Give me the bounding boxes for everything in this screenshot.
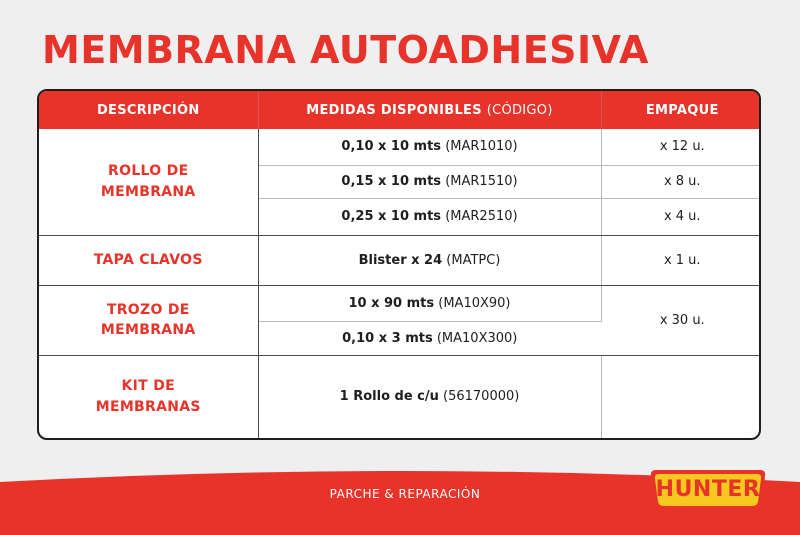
table-row xyxy=(39,285,761,321)
package-cell xyxy=(601,355,761,438)
measure-cell xyxy=(258,165,601,198)
package-cell: x 30 u. xyxy=(601,285,761,355)
header-description: DESCRIPCIÓN xyxy=(39,91,258,129)
measure-code: (56170000) xyxy=(443,389,520,405)
header-package: EMPAQUE xyxy=(601,91,761,129)
footer-category: PARCHE & REPARACIÓN xyxy=(329,487,481,501)
measure-code: (MATPC) xyxy=(446,252,501,268)
measure-code: (MAR2510) xyxy=(445,209,518,224)
product-table xyxy=(37,89,761,440)
row-description: TROZO DE MEMBRANA xyxy=(39,285,258,355)
measure-code: (MA10X90) xyxy=(438,295,511,311)
table-row xyxy=(39,235,761,285)
measure-cell xyxy=(258,321,601,355)
row-description: TAPA CLAVOS xyxy=(39,235,258,285)
package-cell: x 12 u. xyxy=(601,129,761,165)
measure-value: Blister x 24 xyxy=(358,252,443,268)
measure-cell xyxy=(258,198,601,235)
table-row xyxy=(39,129,761,165)
measure-cell xyxy=(258,285,601,321)
logo-text: HUNTER xyxy=(655,477,761,502)
package-cell: x 1 u. xyxy=(601,235,761,285)
measure-cell xyxy=(258,235,601,285)
measure-value: 0,10 x 3 mts xyxy=(342,330,433,346)
hunter-logo xyxy=(648,466,768,514)
measure-value: 0,10 x 10 mts xyxy=(341,139,442,155)
table-header-row xyxy=(39,91,761,129)
package-cell: x 4 u. xyxy=(601,198,761,235)
table-row xyxy=(39,355,761,438)
measure-code: (MAR1010) xyxy=(445,139,518,155)
row-description: ROLLO DE MEMBRANA xyxy=(39,129,258,235)
measure-cell xyxy=(258,129,601,165)
measure-code: (MA10X300) xyxy=(436,330,518,346)
package-cell: x 8 u. xyxy=(601,165,761,198)
header-measures xyxy=(258,91,601,129)
row-description: KIT DE MEMBRANAS xyxy=(39,355,258,438)
measure-value: 10 x 90 mts xyxy=(348,295,435,311)
measure-value: 0,25 x 10 mts xyxy=(341,209,442,224)
measure-code: (MAR1510) xyxy=(445,174,518,189)
measure-value: 1 Rollo de c/u xyxy=(339,389,439,405)
measure-cell xyxy=(258,355,601,438)
header-measures-main: MEDIDAS DISPONIBLES xyxy=(306,102,482,118)
header-measures-sub: (CÓDIGO) xyxy=(486,102,553,118)
measure-value: 0,15 x 10 mts xyxy=(341,174,442,189)
page-title: MEMBRANA AUTOADHESIVA xyxy=(42,28,649,72)
